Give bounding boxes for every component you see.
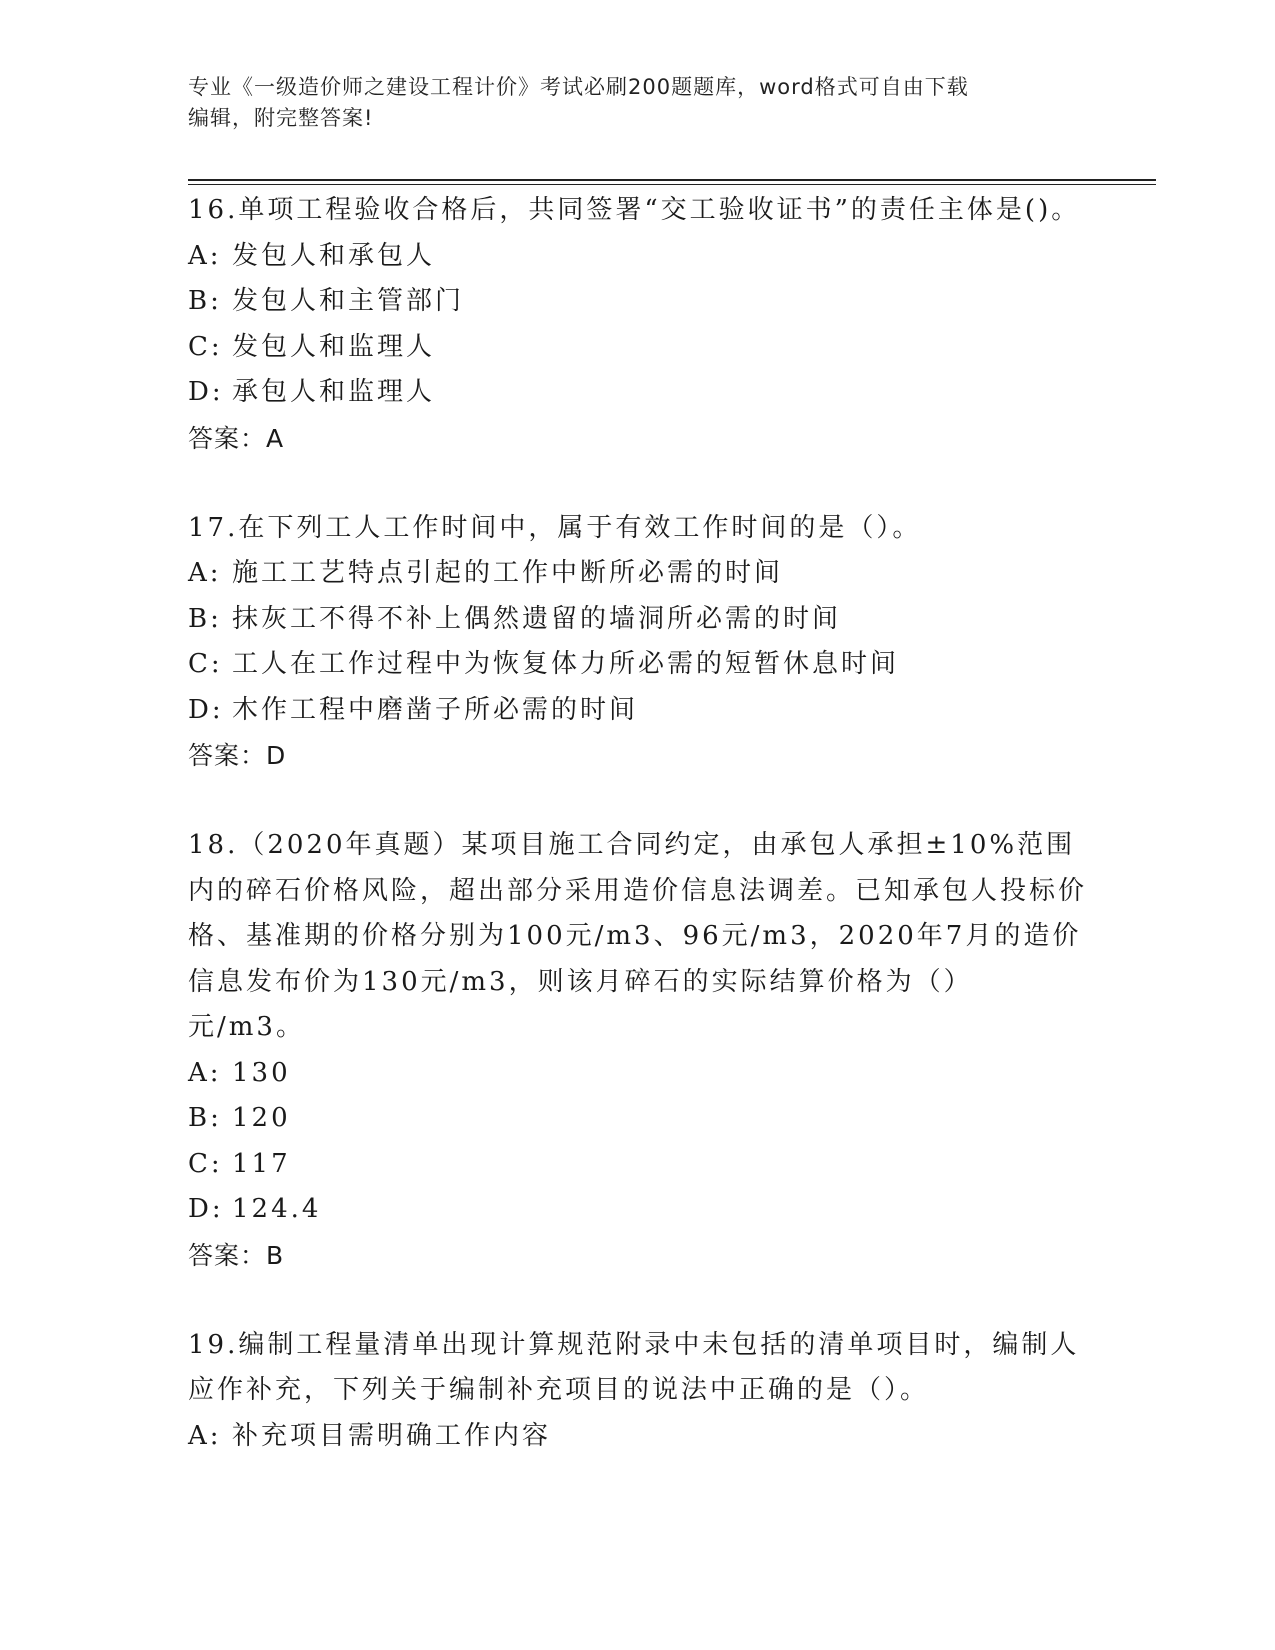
- question-stem: 19.编制工程量清单出现计算规范附录中未包括的清单项目时，编制人应作补充，下列关于编制补充项目的说法中正确的是（）。: [188, 1329, 1080, 1405]
- answer-option: [188, 1096, 1088, 1142]
- answer-option: [188, 597, 1088, 643]
- option-letter: A:: [188, 1420, 222, 1451]
- question-block: [188, 506, 1088, 779]
- answer-option: [188, 1414, 1088, 1460]
- option-text: 承包人和监理人: [232, 377, 436, 407]
- option-letter: C:: [188, 331, 223, 362]
- option-text: 木作工程中磨凿子所必需的时间: [232, 694, 639, 725]
- answer-option: [188, 688, 1088, 734]
- question-block: [188, 1323, 1088, 1460]
- answer-line: [188, 1233, 1088, 1278]
- answer-option: [188, 551, 1088, 597]
- option-letter: D:: [188, 377, 224, 407]
- option-letter: B:: [188, 286, 222, 316]
- option-letter: C:: [188, 649, 223, 679]
- option-letter: C:: [188, 1148, 223, 1179]
- question-block: [188, 188, 1088, 461]
- answer-option: [188, 642, 1088, 688]
- option-text: 工人在工作过程中为恢复体力所必需的短暂休息时间: [232, 649, 900, 679]
- answer-line: [188, 416, 1088, 461]
- option-letter: D:: [188, 1194, 224, 1224]
- question-stem: 18.（2020年真题）某项目施工合同约定，由承包人承担±10%范围内的碎石价格风险，超出部分采用造价信息法调差。已知承包人投标价格、基准期的价格分别为100元/m3、96元/m3，2020年7月的造价信息发布价为130元/m3，则该月碎石的实际结算价格为（）元/m3。: [188, 830, 1088, 1042]
- header-line-2: 编辑，附完整答案!: [188, 106, 374, 130]
- answer-label: 答案：: [188, 423, 267, 453]
- option-text: 117: [232, 1148, 291, 1179]
- answer-label: 答案：: [188, 741, 267, 770]
- answer-option: [188, 279, 1088, 325]
- answer-option: [188, 234, 1088, 280]
- option-letter: A:: [188, 558, 222, 588]
- option-text: 130: [232, 1057, 291, 1088]
- header-divider: [188, 179, 1156, 181]
- option-letter: A:: [188, 240, 222, 271]
- option-text: 124.4: [232, 1194, 322, 1224]
- option-letter: D:: [188, 694, 224, 725]
- answer-value: B: [266, 1240, 285, 1270]
- answer-option: [188, 370, 1088, 416]
- header-divider-thin: [188, 184, 1156, 185]
- answer-label: 答案：: [188, 1240, 267, 1270]
- option-letter: A:: [188, 1057, 222, 1088]
- option-text: 发包人和监理人: [232, 331, 436, 362]
- option-text: 补充项目需明确工作内容: [232, 1420, 552, 1451]
- answer-option: [188, 1142, 1088, 1188]
- answer-option: [188, 325, 1088, 371]
- document-header: [188, 72, 1068, 134]
- option-letter: B:: [188, 603, 222, 634]
- answer-option: [188, 1187, 1088, 1233]
- answer-line: [188, 733, 1088, 778]
- option-text: 发包人和承包人: [232, 240, 436, 271]
- answer-value: D: [266, 741, 287, 770]
- question-stem: 16.单项工程验收合格后，共同签署“交工验收证书”的责任主体是()。: [188, 195, 1081, 225]
- question-list: [188, 188, 1088, 1504]
- option-text: 抹灰工不得不补上偶然遗留的墙洞所必需的时间: [232, 603, 842, 634]
- question-stem: 17.在下列工人工作时间中，属于有效工作时间的是（）。: [188, 512, 922, 543]
- answer-value: A: [266, 423, 285, 453]
- header-line-1: 专业《一级造价师之建设工程计价》考试必刷200题题库，word格式可自由下载: [188, 75, 969, 99]
- question-block: [188, 823, 1088, 1278]
- option-text: 施工工艺特点引起的工作中断所必需的时间: [232, 558, 784, 588]
- option-text: 发包人和主管部门: [232, 286, 465, 316]
- option-text: 120: [232, 1103, 291, 1133]
- answer-option: [188, 1051, 1088, 1097]
- option-letter: B:: [188, 1103, 222, 1133]
